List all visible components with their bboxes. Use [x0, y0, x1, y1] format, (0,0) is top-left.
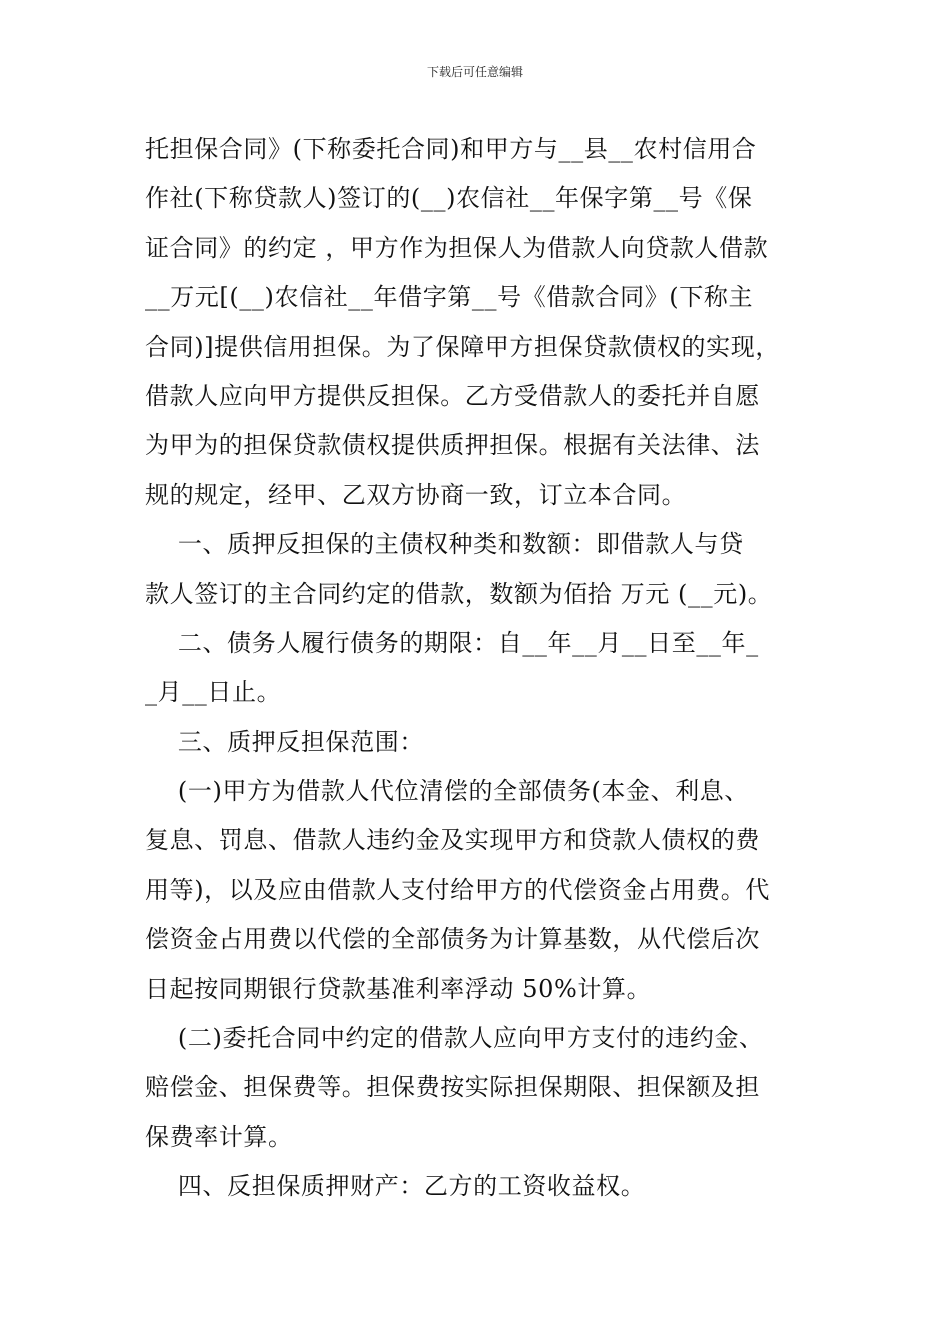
text-line: 借款人应向甲方提供反担保。乙方受借款人的委托并自愿	[145, 381, 760, 410]
text-line: 偿资金占用费以代偿的全部债务为计算基数，从代偿后次	[145, 925, 760, 954]
text-line: __万元[(__)农信社__年借字第__号《借款合同》(下称主	[145, 283, 754, 312]
text-line: 四、反担保质押财产：乙方的工资收益权。	[145, 1172, 646, 1201]
text-line: 规的规定，经甲、乙双方协商一致，订立本合同。	[145, 480, 687, 509]
text-line: (一)甲方为借款人代位清偿的全部债务(本金、利息、	[145, 777, 750, 806]
text-line: 作社(下称贷款人)签订的(__)农信社__年保字第__号《保	[145, 184, 753, 213]
text-line: (二)委托合同中约定的借款人应向甲方支付的违约金、	[145, 1024, 764, 1053]
document-body	[145, 125, 835, 1212]
page-header: 下载后可任意编辑	[426, 65, 523, 79]
text-line: 赔偿金、担保费等。担保费按实际担保期限、担保额及担	[145, 1073, 760, 1102]
text-line: 一、质押反担保的主债权种类和数额：即借款人与贷	[145, 530, 744, 559]
text-line: _月__日止。	[145, 678, 282, 707]
text-line: 日起按同期银行贷款基准利率浮动 50%计算。	[145, 974, 652, 1003]
text-line: 托担保合同》(下称委托合同)和甲方与__县__农村信用合	[145, 135, 757, 163]
text-line: 二、债务人履行债务的期限：自__年__月__日至__年_	[145, 628, 759, 657]
text-line: 三、质押反担保范围：	[145, 727, 424, 756]
text-line: 为甲为的担保贷款债权提供质押担保。根据有关法律、法	[145, 431, 760, 460]
text-line: 款人签订的主合同约定的借款，数额为佰拾 万元 (__元)。	[145, 579, 773, 608]
text-line: 用等)，以及应由借款人支付给甲方的代偿资金占用费。代	[145, 875, 770, 904]
text-line: 证合同》的约定 ，甲方作为担保人为借款人向贷款人借款	[145, 233, 769, 262]
text-line: 复息、罚息、借款人违约金及实现甲方和贷款人债权的费	[145, 826, 760, 855]
text-line: 合同)]提供信用担保。为了保障甲方担保贷款债权的实现，	[145, 332, 780, 361]
text-line: 保费率计算。	[145, 1122, 293, 1151]
